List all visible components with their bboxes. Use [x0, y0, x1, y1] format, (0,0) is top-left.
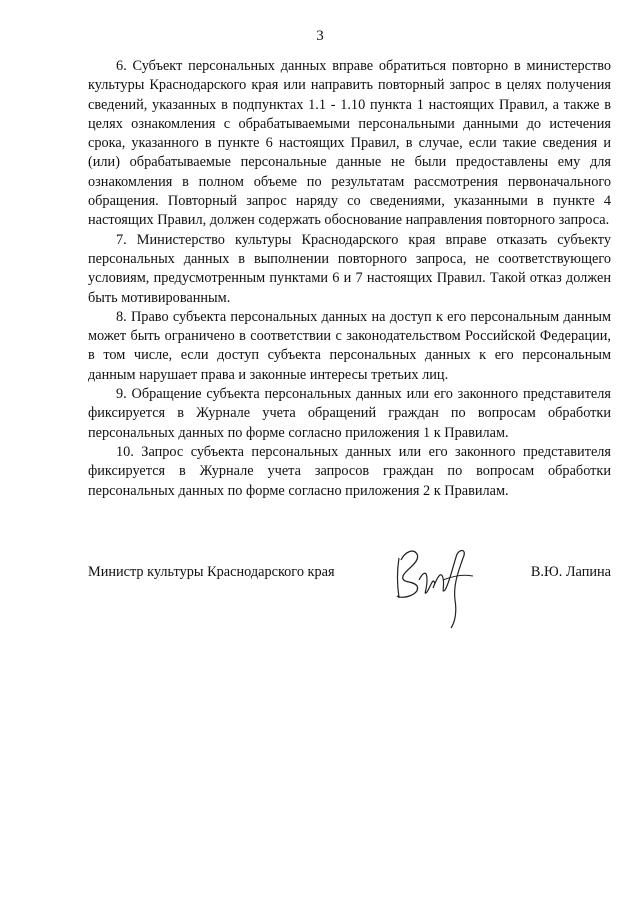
signature-block — [88, 540, 611, 640]
page-number: 3 — [316, 28, 324, 44]
document-body — [88, 57, 611, 501]
signer-name: В.Ю. Лапина — [530, 564, 611, 580]
handwritten-signature — [383, 540, 483, 632]
signer-title: Министр культуры Краснодарского края — [88, 564, 335, 580]
paragraph-10: 10. Запрос субъекта персональных данных или его законного представителя фиксируется в Журнале учета запросов граждан по вопросам обработки персональных данных по форме согласно приложения 2 к Правилам. — [88, 443, 611, 499]
paragraph-6: 6. Субъект персональных данных вправе обратиться повторно в министерство культуры Краснодарского края или направить повторный запрос в целях получения сведений, указанных в подпунктах 1.1 - 1.10 пункта 1 настоящих Правил, а также в целях ознакомления с обрабатываемыми персональными данными до истечения срока, указанного в пункте 6 настоящих Правил, в случае, если такие сведения и (или) обрабатываемые персональные данные не были предоставлены ему для ознакомления в полном объеме по результатам рассмотрения первоначального обращения. Повторный запрос наряду со сведениями, указанными в пункте 4 настоящих Правил, должен содержать обоснование направления повторного запроса. — [88, 58, 611, 229]
paragraph-9: 9. Обращение субъекта персональных данных или его законного представителя фиксируется в Журнале учета обращений граждан по вопросам обработки персональных данных по форме согласно приложения 1 к Правилам. — [88, 386, 611, 441]
paragraph-8: 8. Право субъекта персональных данных на доступ к его персональным данным может быть ограничено в соответствии с законодательством Российской Федерации, в том числе, если доступ субъекта персональных данных к его персональным данным нарушает права и законные интересы третьих лиц. — [88, 308, 611, 383]
paragraph-7: 7. Министерство культуры Краснодарского края вправе отказать субъекту персональных данных в выполнении повторного запроса, не соответствующего условиям, предусмотренным пунктами 6 и 7 настоящих Правил. Такой отказ должен быть мотивированным. — [88, 231, 611, 306]
